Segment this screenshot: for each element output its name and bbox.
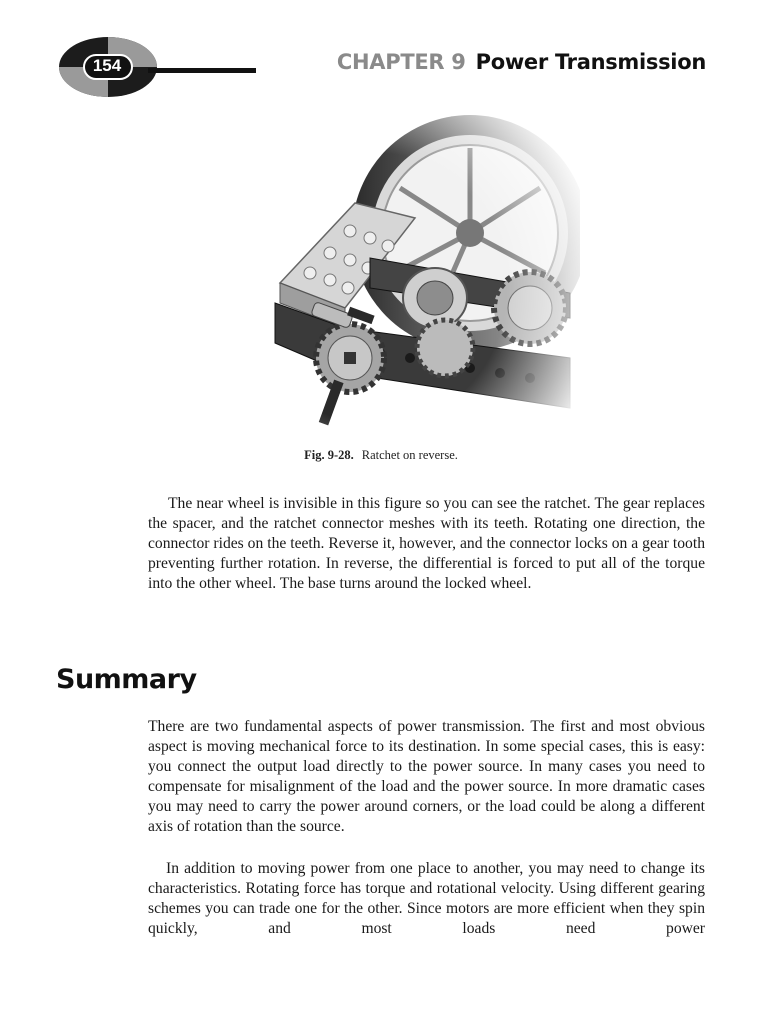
figure-label: Fig. 9-28. <box>304 448 354 462</box>
header-rule <box>148 68 256 73</box>
summary-paragraph-1: There are two fundamental aspects of power transmission. The first and most obvious aspect is moving mechanical force to its destination. In some special cases, this is easy: you connect the output load directly to the power source. In many cases you need to compensate for misalignment of the load and the power source. In more dramatic cases you may need to carry the power around corners, or the load could be along a different axis of rotation than the source. <box>148 718 705 836</box>
figure-caption <box>0 448 762 463</box>
body-paragraph: The near wheel is invisible in this figure so you can see the ratchet. The gear replaces the spacer, and the ratchet connector meshes with its teeth. Rotating one direction, the connector rides on the teeth. Reverse it, however, and the connector locks on a gear tooth preventing further rotation. In reverse, the differential is forced to put all of the torque into the other wheel. The base turns around the locked wheel. <box>148 495 705 593</box>
chapter-title: Power Transmission <box>475 50 706 74</box>
ratchet-figure-illustration <box>270 108 580 438</box>
figure-caption-text: Ratchet on reverse. <box>361 448 458 462</box>
section-heading: Summary <box>56 664 197 695</box>
summary-paragraph-2: In addition to moving power from one place to another, you may need to change its characteristics. Rotating force has torque and rotational velocity. Using different gearing schemes you can trade one for the other. Since motors are more efficient when they spin quickly, and most loads need power <box>148 860 705 938</box>
page-number: 154 <box>92 56 122 75</box>
running-head <box>337 50 706 74</box>
chapter-label: CHAPTER 9 <box>336 50 466 74</box>
